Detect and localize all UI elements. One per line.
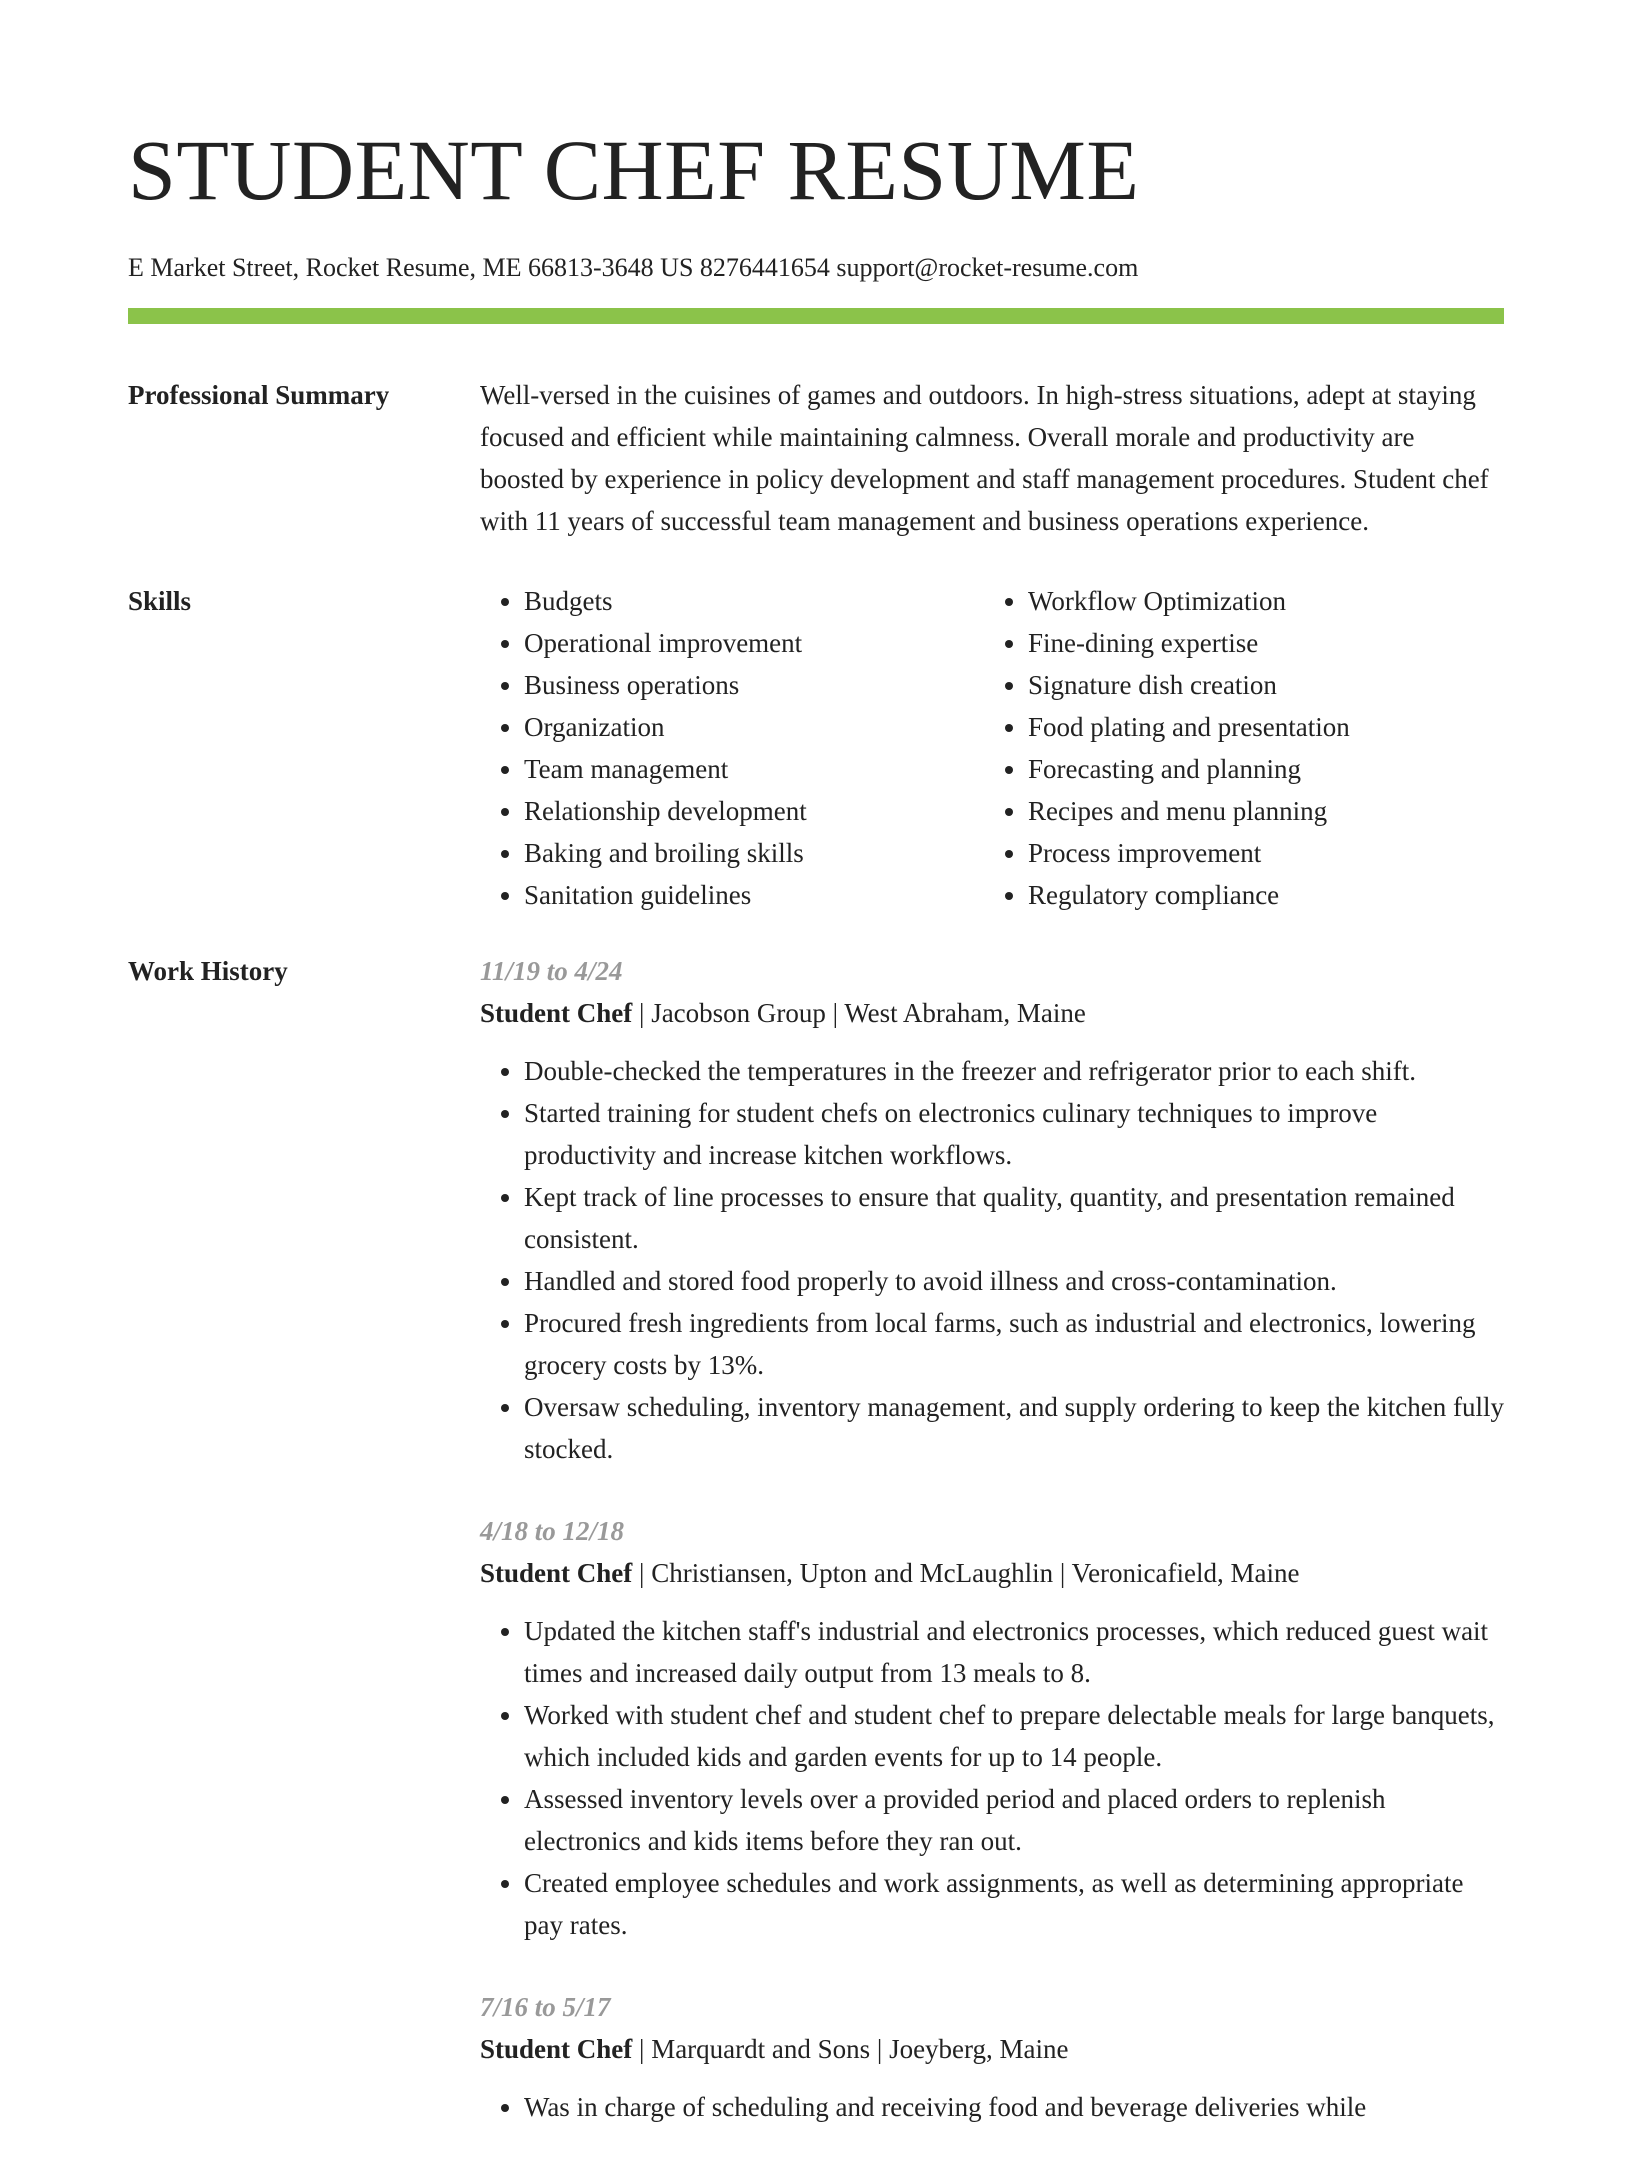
job-dates: 7/16 to 5/17 xyxy=(480,1992,611,2022)
summary-text: Well-versed in the cuisines of games and outdoors. In high-stress situations, adept at staying focused and efficient while maintaining calmness. Overall morale and productivity are boosted by experience in policy development and staff management procedures. Student chef with 11 years of successful team management and business operations experience. xyxy=(480,380,1489,536)
job-bullets xyxy=(480,1050,1504,1470)
job-heading xyxy=(480,2028,1504,2070)
skills-list-right xyxy=(984,580,1488,916)
job-company: Marquardt and Sons xyxy=(651,2034,871,2064)
summary-label: Professional Summary xyxy=(128,380,390,410)
resume-title: STUDENT CHEF RESUME xyxy=(128,122,1140,218)
job-title: Student Chef xyxy=(480,1558,633,1588)
job-bullet: • Updated the kitchen staff's industrial and electronics processes, which reduced guest wait times and increased daily output from 13 meals to 8. xyxy=(524,1610,1504,1694)
skill-item: • Operational improvement xyxy=(524,622,984,664)
job-entry xyxy=(480,1986,1504,2128)
job-company: Christiansen, Upton and McLaughlin xyxy=(651,1558,1054,1588)
job-bullets xyxy=(480,1610,1504,1946)
job-entry xyxy=(480,950,1504,1470)
skill-item: • Baking and broiling skills xyxy=(524,832,984,874)
skill-item: • Budgets xyxy=(524,580,984,622)
job-heading xyxy=(480,992,1504,1034)
job-company: Jacobson Group xyxy=(651,998,826,1028)
job-title: Student Chef xyxy=(480,2034,633,2064)
skill-item: • Signature dish creation xyxy=(1028,664,1488,706)
job-bullet: • Assessed inventory levels over a provided period and placed orders to replenish electronics and kids items before they ran out. xyxy=(524,1778,1504,1862)
skills-section xyxy=(128,580,1504,916)
work-history-section xyxy=(128,950,1504,2168)
skills-list-left xyxy=(480,580,984,916)
job-dates: 11/19 to 4/24 xyxy=(480,956,623,986)
skill-item: • Food plating and presentation xyxy=(1028,706,1488,748)
skill-item: • Fine-dining expertise xyxy=(1028,622,1488,664)
separator: | xyxy=(1053,1558,1072,1588)
skill-item: • Recipes and menu planning xyxy=(1028,790,1488,832)
separator: | xyxy=(632,2034,652,2064)
skill-item: • Organization xyxy=(524,706,984,748)
job-bullet: • Worked with student chef and student chef to prepare delectable meals for large banquets, which included kids and garden events for up to 14 people. xyxy=(524,1694,1504,1778)
skills-label: Skills xyxy=(128,586,192,616)
skill-item: • Business operations xyxy=(524,664,984,706)
job-bullet: • Created employee schedules and work assignments, as well as determining appropriate pay rates. xyxy=(524,1862,1504,1946)
resume-page xyxy=(128,0,1504,2168)
job-bullet: • Double-checked the temperatures in the freezer and refrigerator prior to each shift. xyxy=(524,1050,1504,1092)
separator: | xyxy=(632,998,652,1028)
job-title: Student Chef xyxy=(480,998,633,1028)
job-bullet: • Procured fresh ingredients from local farms, such as industrial and electronics, lowering grocery costs by 13%. xyxy=(524,1302,1504,1386)
job-bullets xyxy=(480,2086,1504,2128)
job-dates: 4/18 to 12/18 xyxy=(480,1516,625,1546)
skill-item: • Regulatory compliance xyxy=(1028,874,1488,916)
separator: | xyxy=(870,2034,890,2064)
separator: | xyxy=(825,998,845,1028)
job-bullet: • Kept track of line processes to ensure that quality, quantity, and presentation remained consistent. xyxy=(524,1176,1504,1260)
skill-item: • Team management xyxy=(524,748,984,790)
accent-divider xyxy=(128,308,1504,324)
job-location: Joeyberg, Maine xyxy=(889,2034,1069,2064)
contact-info: E Market Street, Rocket Resume, ME 66813-3648 US 8276441654 support@rocket-resume.com xyxy=(128,253,1139,282)
separator: | xyxy=(632,1558,652,1588)
job-bullet: • Started training for student chefs on electronics culinary techniques to improve productivity and increase kitchen workflows. xyxy=(524,1092,1504,1176)
work-history-label: Work History xyxy=(128,956,288,986)
job-location: Veronicafield, Maine xyxy=(1071,1558,1300,1588)
skill-item: • Relationship development xyxy=(524,790,984,832)
job-location: West Abraham, Maine xyxy=(844,998,1086,1028)
job-bullet: • Handled and stored food properly to avoid illness and cross-contamination. xyxy=(524,1260,1504,1302)
skill-item: • Workflow Optimization xyxy=(1028,580,1488,622)
job-bullet: • Oversaw scheduling, inventory management, and supply ordering to keep the kitchen fully stocked. xyxy=(524,1386,1504,1470)
job-heading xyxy=(480,1552,1504,1594)
job-entry xyxy=(480,1510,1504,1946)
skill-item: • Process improvement xyxy=(1028,832,1488,874)
skill-item: • Sanitation guidelines xyxy=(524,874,984,916)
summary-section xyxy=(128,374,1504,542)
job-bullet: • Was in charge of scheduling and receiving food and beverage deliveries while xyxy=(524,2086,1504,2128)
skill-item: • Forecasting and planning xyxy=(1028,748,1488,790)
